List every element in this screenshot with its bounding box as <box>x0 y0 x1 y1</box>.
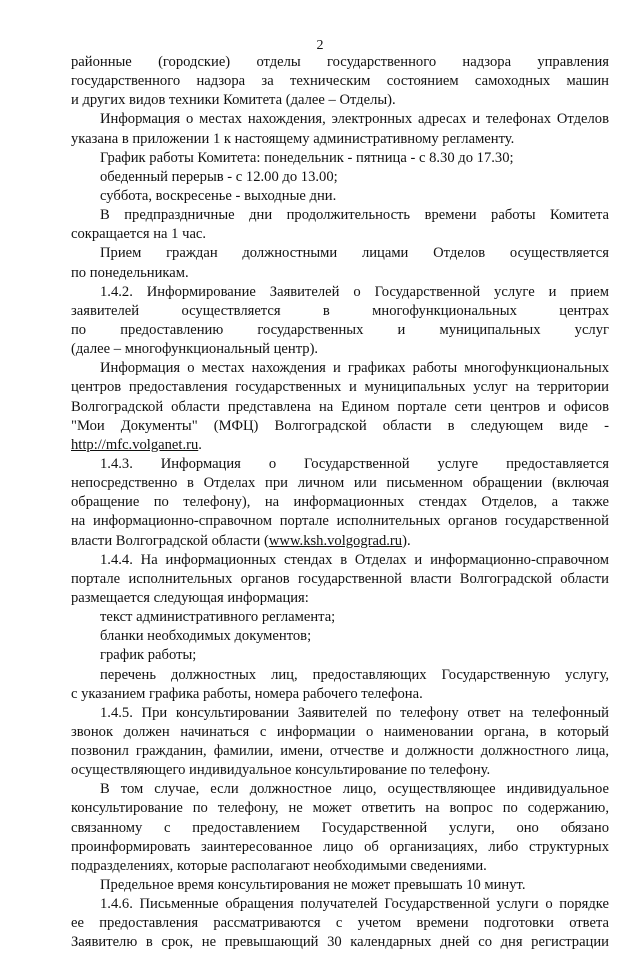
text-line-content: Прием граждан должностными лицами Отделов осуществляется <box>100 245 609 262</box>
text-line <box>71 91 609 110</box>
text-line <box>71 512 609 531</box>
text-line-content: обращение по телефону), на информационных стендах Отделов, а также <box>71 494 609 511</box>
text-line-content: В предпраздничные дни продолжительность времени работы Комитета <box>100 207 609 224</box>
text-line-content: суббота, воскресенье - выходные дни. <box>100 187 337 204</box>
text-line <box>71 53 609 72</box>
text-line <box>71 187 609 206</box>
text-line-content: 1.4.4. На информационных стендах в Отделах и информационно-справочном <box>100 551 609 568</box>
text-line <box>71 149 609 168</box>
text-line <box>71 685 609 704</box>
text-line <box>71 666 609 685</box>
text-line-content: размещается следующая информация: <box>71 589 309 606</box>
text-line-content: "Мои Документы" (МФЦ) Волгоградской области в следующем виде - <box>71 417 609 434</box>
text-line <box>71 627 609 646</box>
text-line-content: звонок должен начинаться с информации о наименовании органа, в который <box>71 723 609 740</box>
text-line-content: государственного надзора за техническим состоянием самоходных машин <box>71 73 609 90</box>
text-line-content: 1.4.5. При консультировании Заявителей по телефону ответ на телефонный <box>100 704 609 721</box>
text-line-content: График работы Комитета: понедельник - пятница - с 8.30 до 17.30; <box>100 149 514 166</box>
text-line-content: на информационно-справочном портале исполнительных органов государственной <box>71 513 609 530</box>
text-line-content: с указанием графика работы, номера рабочего телефона. <box>71 685 423 702</box>
text-line <box>71 244 609 263</box>
text-line-content: подразделениях, которые располагают необходимыми сведениями. <box>71 857 487 874</box>
text-line <box>71 819 609 838</box>
text-line-content: консультирование по телефону, не может ответить на вопрос по содержанию, <box>71 800 609 817</box>
text-line-content: Информация о местах нахождения, электронных адресах и телефонах Отделов <box>100 111 609 128</box>
text-line <box>71 455 609 474</box>
text-line-content: Волгоградской области представлена на Едином портале сети центров и офисов <box>71 398 609 415</box>
text-line <box>71 474 609 493</box>
text-line <box>71 283 609 302</box>
text-line <box>71 417 609 436</box>
text-line <box>71 206 609 225</box>
text-line-content: заявителей осуществляется в многофункциональных центрах <box>71 302 609 319</box>
text-line-content: проинформировать заинтересованное лицо об организациях, либо структурных <box>71 838 609 855</box>
text-line-content: Заявителю в срок, не превышающий 30 календарных дней со дня регистрации <box>71 934 609 951</box>
text-line-content: 1.4.3. Информация о Государственной услуге предоставляется <box>100 455 609 472</box>
text-line <box>71 914 609 933</box>
text-line-content: осуществляющего индивидуальное консультирование по телефону. <box>71 762 491 779</box>
text-line-content: Предельное время консультирования не может превышать 10 минут. <box>100 877 526 894</box>
text-line <box>71 359 609 378</box>
text-line-content: непосредственно в Отделах при личном или письменном обращении (включая <box>71 475 609 492</box>
text-line <box>71 551 609 570</box>
text-line <box>71 378 609 397</box>
text-line <box>71 72 609 91</box>
text-line <box>71 168 609 187</box>
text-line-content: по понедельникам. <box>71 264 189 281</box>
text-line <box>71 723 609 742</box>
text-line-content: портале исполнительных органов государственной власти Волгоградской области <box>71 570 609 587</box>
text-line-content: по предоставлению государственных и муниципальных услуг <box>71 321 609 338</box>
text-line <box>71 646 609 665</box>
text-line <box>71 838 609 857</box>
text-line-content: и других видов техники Комитета (далее – Отделы). <box>71 92 396 109</box>
text-line-content: указана в приложении 1 к настоящему административному регламенту. <box>71 130 515 147</box>
text-line-content: власти Волгоградской области ( <box>71 532 269 549</box>
text-line-content: 1.4.2. Информирование Заявителей о Государственной услуге и прием <box>100 283 609 300</box>
text-line-content: Информация о местах нахождения и графиках работы многофункциональных <box>100 360 609 377</box>
text-line <box>71 302 609 321</box>
text-line-content: график работы; <box>100 647 197 664</box>
text-line-content: обеденный перерыв - с 12.00 до 13.00; <box>100 168 338 185</box>
text-line <box>71 608 609 627</box>
text-line <box>71 761 609 780</box>
hyperlink[interactable]: www.ksh.volgograd.ru <box>268 532 403 549</box>
hyperlink[interactable]: http://mfc.volganet.ru <box>71 436 199 453</box>
text-line <box>71 780 609 799</box>
text-line-content: перечень должностных лиц, предоставляющих Государственную услугу, <box>100 666 609 683</box>
text-line <box>71 225 609 244</box>
text-line <box>71 398 609 417</box>
text-line <box>71 570 609 589</box>
text-line-content: районные (городские) отделы государственного надзора управления <box>71 54 609 70</box>
text-line <box>71 742 609 761</box>
text-line <box>71 130 609 149</box>
text-line-content: (далее – многофункциональный центр). <box>71 341 319 358</box>
text-line <box>71 799 609 818</box>
text-line <box>71 110 609 129</box>
text-line <box>71 264 609 283</box>
text-line <box>71 857 609 876</box>
text-line <box>71 704 609 723</box>
text-line-content: позвонил гражданин, фамилии, имени, отчестве и должности должностного лица, <box>71 743 609 760</box>
text-line-suffix: ). <box>402 532 411 549</box>
text-line <box>71 493 609 512</box>
text-line <box>71 321 609 340</box>
text-line <box>71 436 609 455</box>
text-line-content: ее предоставления рассматриваются с учетом времени подготовки ответа <box>71 915 609 932</box>
text-line <box>71 589 609 608</box>
text-line-content: сокращается на 1 час. <box>71 226 207 243</box>
page-number: 2 <box>316 38 324 53</box>
text-line-content: В том случае, если должностное лицо, осуществляющее индивидуальное <box>100 781 609 798</box>
text-line <box>71 933 609 952</box>
text-line <box>71 876 609 895</box>
text-line-suffix: . <box>198 436 202 453</box>
text-line <box>71 532 609 551</box>
text-line-content: текст административного регламента; <box>100 609 336 626</box>
document-body <box>71 53 609 953</box>
text-line <box>71 340 609 359</box>
text-line-content: 1.4.6. Письменные обращения получателей Государственной услуги о порядке <box>100 896 609 913</box>
text-line-content: связанному с предоставлением Государственной услуги, оно обязано <box>71 819 609 836</box>
text-line-content: центров предоставления государственных и муниципальных услуг на территории <box>71 379 609 396</box>
text-line-content: бланки необходимых документов; <box>100 628 312 645</box>
